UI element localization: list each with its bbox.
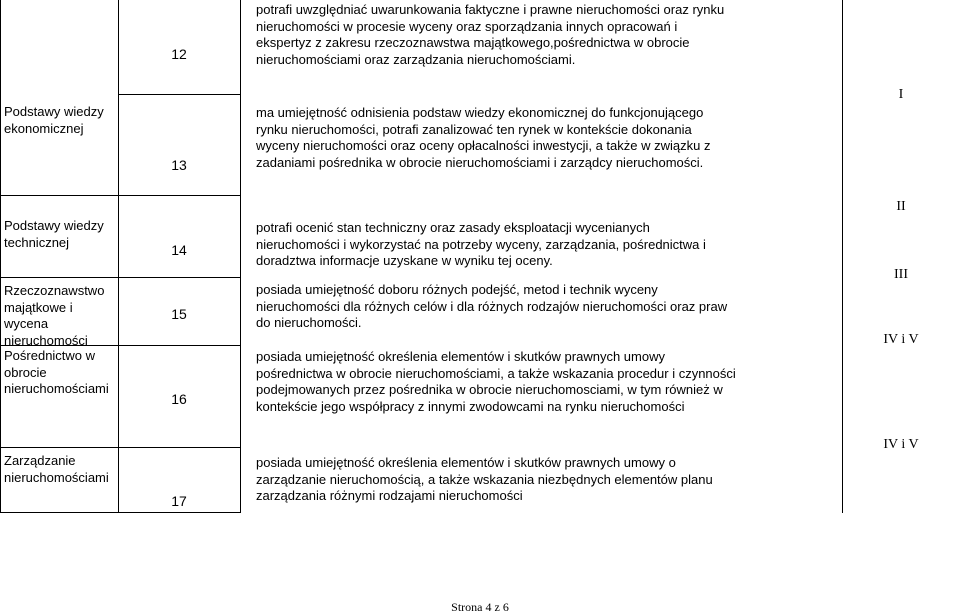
subject-cell: Pośrednictwo w obrocie nieruchomościami — [4, 348, 109, 397]
row-divider — [0, 447, 241, 448]
subject-cell: Podstawy wiedzy technicznej — [4, 218, 104, 250]
table-border-bottom — [0, 512, 241, 513]
column-divider — [240, 0, 241, 513]
row-number: 17 — [171, 493, 187, 509]
row-divider — [118, 94, 241, 95]
level-cell: III — [894, 267, 908, 282]
row-number: 16 — [171, 391, 187, 407]
level-cell: IV i V — [883, 437, 919, 452]
row-number: 13 — [171, 157, 187, 173]
page-footer: Strona 4 z 6 — [451, 600, 509, 614]
row-divider — [0, 277, 241, 278]
row-number: 14 — [171, 242, 187, 258]
row-number: 12 — [171, 46, 187, 62]
description-cell: posiada umiejętność określenia elementów i skutków prawnych umowy pośrednictwa w obrocie nieruchomościami, a także wskazania procedur i czynności podejmowanych przez pośrednika w obrocie nieruchomosciami, w tym również w kontekście jego współpracy z innymi zwodowcami na rynku nieruchomości — [256, 349, 736, 414]
subject-cell: Podstawy wiedzy ekonomicznej — [4, 104, 104, 136]
description-cell: potrafi uwzględniać uwarunkowania faktyczne i prawne nieruchomości oraz rynku nieruchomości w procesie wyceny oraz sporządzania innych opracowań i ekspertyz z zakresu rzeczoznawstwa majątkowego,pośrednictwa w obrocie nieruchomościami oraz zarządzania nieruchomościami. — [256, 2, 725, 67]
level-cell: I — [898, 87, 904, 102]
column-divider — [118, 0, 119, 513]
table-border-left — [0, 0, 1, 513]
description-cell: posiada umiejętność określenia elementów i skutków prawnych umowy o zarządzanie nieruchomością, a także wskazania niezbędnych elementów planu zarządzania różnymi rodzajami nieruchomości — [256, 455, 713, 504]
description-cell: potrafi ocenić stan techniczny oraz zasady eksploatacji wycenianych nieruchomości i wykorzystać na potrzeby wyceny, zarządzania, pośrednictwa i doradztwa informacje uzyskane w wyniku tej oceny. — [256, 220, 706, 269]
description-cell: ma umiejętność odnisienia podstaw wiedzy ekonomicznej do funkcjonującego rynku nieruchomości, potrafi zanalizować ten rynek w kontekście dokonania wyceny nieruchomości oraz oceny opłacalności inwestycji, a także w związku z zadaniami pośrednika w obrocie nieruchomościami i zarządcy nieruchomości. — [256, 105, 711, 170]
subject-cell: Zarządzanie nieruchomościami — [4, 453, 109, 485]
row-number: 15 — [171, 306, 187, 322]
row-divider — [0, 195, 241, 196]
level-cell: IV i V — [883, 332, 919, 347]
description-cell: posiada umiejętność doboru różnych podejść, metod i technik wyceny nieruchomości dla różnych celów i dla różnych rodzajów nieruchomości oraz praw do nieruchomości. — [256, 282, 728, 331]
level-cell: II — [896, 199, 906, 214]
subject-cell: Rzeczoznawstwo majątkowe i wycena nieruchomości — [4, 283, 105, 348]
